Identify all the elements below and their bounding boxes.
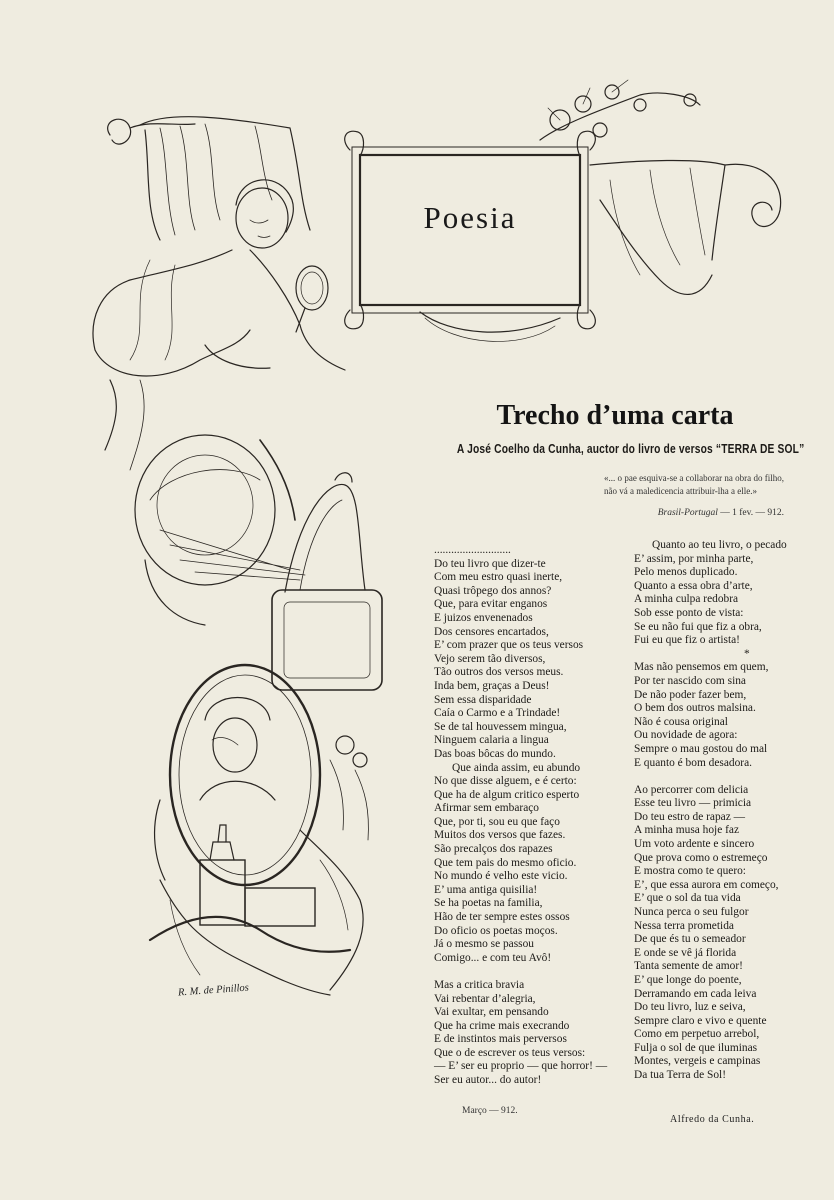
poem-line: São precalços dos rapazes [434, 843, 553, 856]
epigraph-source [604, 508, 784, 518]
epigraph: «... o pae esquiva-se a collaborar na obra do filho, não vá a maledicencia attribuir-lha a elle.» [604, 473, 784, 496]
poem-line: Esse teu livro — primicia [634, 797, 752, 810]
poem-line: Pelo menos duplicado. [634, 566, 738, 579]
poem-line: Que, para evitar enganos [434, 598, 548, 611]
poem-line: Quanto ao teu livro, o pecado [652, 539, 787, 551]
poem-line [434, 965, 607, 979]
poem-line: E’, que essa aurora em começo, [634, 878, 779, 891]
poem-column-1 [434, 544, 607, 1088]
poem-line: Dos censores encartados, [434, 625, 549, 638]
poem-line: ........................... [434, 544, 511, 556]
poem-line: Que o de escrever os teus versos: [434, 1046, 586, 1059]
poem-line: Do teu livro, luz e seiva, [634, 1001, 746, 1014]
poem-line: Que prova como o estremeço [634, 851, 768, 864]
poem-line: Tanta semente de amor! [634, 960, 743, 973]
poem-line: No que disse alguem, e é certo: [434, 775, 577, 788]
poem-date: Março — 912. [462, 1106, 518, 1116]
poem-line: E’ que longe do poente, [634, 973, 742, 986]
poem-line: E’ com prazer que os teus versos [434, 639, 584, 652]
poem-line: Um voto ardente e sincero [634, 837, 755, 850]
poem-line: Mas não pensemos em quem, [634, 661, 769, 674]
poem-line: Afirmar sem embaraço [434, 802, 539, 815]
poem-line: Já o mesmo se passou [434, 938, 534, 951]
poem-line: De que és tu o semeador [634, 933, 746, 946]
poem-line: Que ha crime mais execrando [434, 1019, 570, 1032]
poem-line: Quasi trôpego dos annos? [434, 584, 552, 597]
section-title-poesia: Poesia [423, 200, 517, 235]
poem-line: Do teu estro de rapaz — [634, 810, 746, 823]
poem-line: Ou novidade de agora: [634, 729, 738, 742]
poem-line: A minha musa hoje faz [634, 824, 740, 837]
poem-line: Do oficio os poetas moços. [434, 924, 558, 937]
poem-line: Vai exultar, em pensando [434, 1006, 549, 1019]
poem-column-2 [634, 539, 787, 1083]
poem-line: Mas a critica bravia [434, 978, 525, 991]
poem-line: Tão outros dos versos meus. [434, 666, 564, 679]
poem-line: Quanto a essa obra d’arte, [634, 579, 753, 592]
poem-line: Ao percorrer com delicia [634, 783, 749, 796]
poem-line: E’ que o sol da tua vida [634, 892, 741, 905]
poem-line: Vai rebentar d’alegria, [434, 992, 536, 1005]
poem-line: Comigo... e com teu Avô! [434, 951, 552, 964]
poem-line [634, 770, 787, 784]
poem-line: E’ uma antiga quisilia! [434, 883, 538, 896]
poem-line: E quanto é bom desadora. [634, 756, 752, 769]
poem-line: Nessa terra prometida [634, 919, 734, 932]
author-signature: Alfredo da Cunha. [670, 1114, 755, 1125]
poem-line: Sem essa disparidade [434, 693, 532, 706]
poem-line: Que tem pais do mesmo oficio. [434, 856, 577, 869]
poem-line: * [744, 647, 750, 660]
poem-line: Com meu estro quasi inerte, [434, 571, 563, 584]
poem-line: Sempre o mau gostou do mal [634, 742, 768, 755]
poem-line: Que ha de algum critico esperto [434, 788, 580, 801]
poem-line: Fui eu que fiz o artista! [634, 634, 740, 647]
poem-line: Do teu livro que dizer-te [434, 557, 546, 570]
poem-line: Que, por ti, sou eu que faço [434, 815, 560, 828]
poem-line: Sempre claro e vivo e quente [634, 1014, 767, 1027]
poem-line: Muitos dos versos que fazes. [434, 829, 566, 842]
poem-line: E juizos envenenados [434, 611, 533, 624]
poem-line: E onde se vê já florida [634, 946, 737, 959]
poem-line: Hão de ter sempre estes ossos [434, 911, 570, 924]
poem-line: No mundo é velho este vicio. [434, 870, 568, 883]
poem-line: Se de tal houvessem mingua, [434, 720, 567, 733]
poem-line: E mostra como te quero: [634, 865, 746, 878]
artist-signature: R. M. de Pinillos [177, 982, 250, 999]
poem-line: Montes, vergeis e campinas [634, 1055, 761, 1068]
poem-line: A minha culpa redobra [634, 593, 739, 606]
poem-line: E de instintos mais perversos [434, 1033, 567, 1046]
poem-line: Não é cousa original [634, 715, 728, 728]
epigraph-source-name: Brasil-Portugal [657, 508, 718, 518]
poem-line: Da tua Terra de Sol! [634, 1069, 726, 1082]
poem-dedication: A José Coelho da Cunha, auctor do livro de versos “TERRA DE SOL” [456, 442, 805, 456]
poem-line: Ser eu autor... do autor! [434, 1074, 542, 1087]
poem-line: Vejo serem tão diversos, [434, 652, 546, 665]
poem-line: De não poder fazer bem, [634, 688, 747, 701]
poem-line: Por ter nascido com sina [634, 674, 746, 687]
poem-line: Fulja o sol de que iluminas [634, 1041, 758, 1054]
poem-line: E’ assim, por minha parte, [634, 552, 754, 565]
poem-line: O bem dos outros malsina. [634, 702, 756, 715]
poem-line: Derramando em cada leiva [634, 987, 757, 1000]
poem-line: Que ainda assim, eu abundo [452, 761, 581, 774]
poem-line: Das boas bôcas do mundo. [434, 747, 556, 760]
epigraph-source-date: — 1 fev. — 912. [720, 508, 784, 518]
poem-line: Caía o Carmo e a Trindade! [434, 707, 561, 720]
poem-line: Inda bem, graças a Deus! [434, 679, 550, 692]
poem-line: Como em perpetuo arrebol, [634, 1028, 760, 1041]
poem-title: Trecho d’uma carta [496, 400, 734, 431]
poem-line: Sob esse ponto de vista: [634, 606, 744, 619]
poem-line: Se ha poetas na familia, [434, 897, 543, 910]
poem-line: Ninguem calaria a lingua [434, 734, 549, 747]
poem-line: — E’ ser eu proprio — que horror! — [434, 1060, 608, 1073]
poem-line: Se eu não fui que fiz a obra, [634, 620, 762, 633]
poem-line: Nunca perca o seu fulgor [634, 905, 749, 918]
